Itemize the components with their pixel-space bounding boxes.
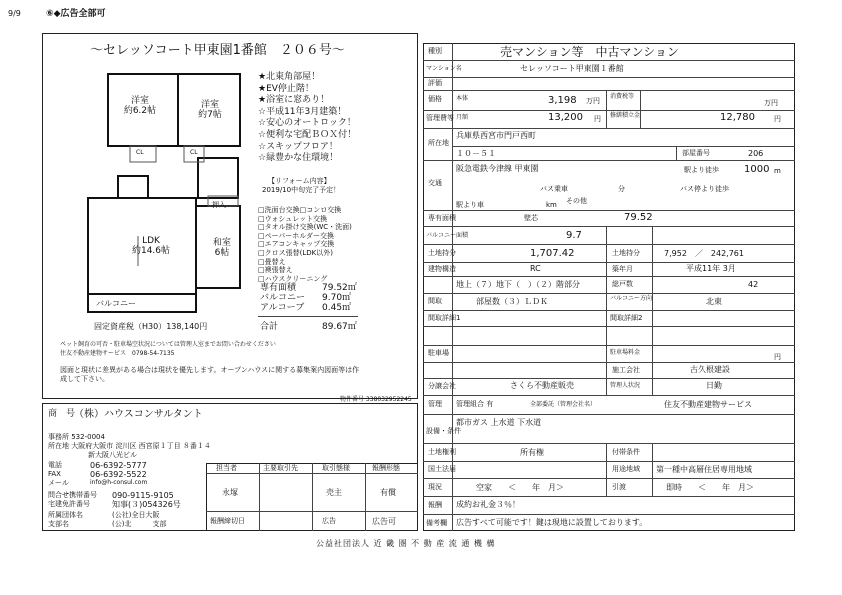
built-label: 築年月 (612, 265, 633, 273)
share-label: 土地持分 (612, 249, 640, 257)
pet-note: ペット飼育の可否・駐車場空状況については管理人室までお問い合わせください (60, 341, 276, 348)
extra-label: 付帯条件 (612, 448, 640, 456)
license-value: 知事(３)054326号 (112, 500, 181, 509)
note-label: 評価 (428, 79, 442, 87)
management-company: 住友不動産建物サービス (664, 400, 752, 409)
built-value: 平成11年 3月 (686, 264, 736, 273)
reform-item: □ウォシュレット交換 (258, 214, 328, 223)
room-closet-1: CL (136, 149, 144, 156)
feature-item: ☆スキップフロア！ (258, 141, 338, 152)
feature-item: ☆安心のオートロック！ (258, 118, 356, 129)
total-units-label: 総戸数 (612, 280, 633, 288)
room-oshiire: 押入 (212, 201, 226, 209)
area-label: アルコーブ (260, 303, 305, 313)
fee-deadline-label: 報酬締切日 (210, 517, 245, 525)
type-value: 売マンション等 中古マンション (500, 45, 679, 59)
reform-item: □エアコンキャップ交換 (258, 240, 335, 249)
fee-type: 有償 (380, 488, 396, 497)
status-label: 現況 (428, 483, 442, 491)
address-line: 事務所 532-0004 (48, 433, 105, 441)
price-sub: 本体 (456, 95, 469, 102)
fee-label: 報酬 (428, 501, 442, 509)
feature-item: ☆平成11年3月建築！ (258, 106, 347, 117)
other-label: その他 (566, 197, 587, 205)
staff-header: 取引態様 (322, 464, 350, 472)
address-line: 所在地 大阪府大阪市 淀川区 西宮原１丁目 ８番１４ (48, 442, 211, 450)
remarks-label: 備考欄 (426, 519, 447, 527)
status-value: 空家 ＜ 年 月＞ (476, 483, 564, 492)
layout-detail-2: 間取詳細2 (610, 314, 643, 322)
license-label: 宅建免許番号 (48, 500, 90, 508)
feature-item: ★浴室に窓あり！ (258, 95, 330, 106)
management-form: 全部委託（管理会社名） (530, 401, 597, 408)
type-label: 種別 (428, 47, 442, 55)
handover-value: 即時 ＜ 年 月＞ (666, 483, 754, 492)
footer-note: 図面と現状に差異がある場合は現状を優先します。オープンハウスに関する募集案内図面等は作成して下さい。 (60, 366, 360, 383)
parking-fee-label: 駐車場料金 (610, 349, 641, 356)
land-right-value: 所有権 (520, 448, 544, 457)
repair-value: 12,780 (720, 112, 755, 123)
tel-value: 06-6392-5777 (90, 461, 147, 470)
reform-item: □ペーパーホルダー交換 (258, 231, 334, 240)
mgmt-label: 管理費等 (426, 114, 454, 122)
direction-value: 北東 (706, 297, 722, 306)
mgmt-co-value: 日勤 (706, 381, 722, 390)
direction-label: バルコニー方向 (610, 295, 653, 302)
room-no-value: 206 (748, 149, 764, 158)
mobile-value: 090-9115-9105 (112, 491, 174, 500)
from-station: 駅より車 (456, 201, 484, 209)
builder-value: 古久根建設 (690, 365, 730, 374)
builder-label: 施工会社 (612, 366, 640, 374)
staff-header: 主要取引先 (263, 464, 298, 472)
staff-header: 担当者 (216, 464, 237, 472)
room-western-1: 洋室 約6.2帖 (123, 96, 157, 117)
pet-contact: 住友不動産建物サービス 0798-54-7135 (60, 350, 175, 357)
bus-min: 分 (618, 185, 625, 193)
area-label: バルコニー (260, 293, 306, 303)
exclusive-area-value: 79.52 (624, 212, 653, 223)
total-units-value: 42 (748, 280, 759, 289)
staff-header: 報酬形態 (372, 464, 400, 472)
land-label: 土地持分 (428, 249, 456, 257)
seller-value: さくら不動産販売 (510, 381, 574, 390)
reform-item: □クロス張替(LDK以外) (258, 248, 333, 257)
feature-item: ★EV停止階！ (258, 83, 314, 94)
area-value: 0.45㎡ (322, 303, 352, 313)
km-unit: km (546, 201, 557, 209)
mgmt-co-label: 管理人状況 (610, 382, 641, 389)
price-label: 価格 (428, 95, 442, 103)
balcony-area-value: 9.7 (566, 230, 582, 241)
mgmt-sub: 月額 (456, 114, 469, 121)
total-area-value: 89.67㎡ (322, 322, 357, 332)
layout-value: 部屋数（３）ＬＤＫ (476, 297, 548, 306)
reform-item: □タオル掛け交換(WC・洗面) (258, 223, 352, 232)
fax-value: 06-6392-5522 (90, 470, 147, 479)
traffic-label: 交通 (428, 179, 442, 187)
org-label: 所属団体名 (48, 511, 83, 519)
area-value: 79.52㎡ (322, 283, 357, 293)
structure-value: RC (530, 264, 541, 273)
reform-list (258, 206, 352, 283)
name-label: マンション名 (426, 65, 462, 72)
room-balcony: バルコニー (96, 299, 136, 308)
reform-item: □ハウスクリーニング (258, 274, 328, 283)
balcony-area-label: バルコニー面積 (426, 232, 469, 239)
org-value: (公社)全日大阪 (112, 511, 160, 519)
management-type: 管理組合 有 (456, 400, 494, 408)
feature-item: ☆緑豊かな住環境！ (258, 153, 339, 164)
exclusive-area-label: 専有面積 (428, 214, 456, 222)
area-label: 専有面積 (260, 283, 297, 293)
mgmt-value: 13,200 (548, 112, 583, 123)
mobile-label: 問合せ携帯番号 (48, 491, 97, 499)
price-value: 3,198 (548, 95, 577, 106)
reform-date: 2019/10中旬完了予定！ (262, 186, 341, 194)
tax-note: 固定資産税（H30）138,140円 (94, 322, 208, 331)
layout-detail-1: 間取詳細1 (428, 314, 461, 322)
document-id: 物件番号 338032952245 (340, 396, 412, 403)
mail-label: メール (48, 479, 69, 487)
reform-item: □襖張替え (258, 266, 293, 275)
reform-item: □洗面台交換□コンロ交換 (258, 206, 342, 214)
remarks-value: 広告すべて可能です！鍵は現地に設置しております。 (456, 518, 648, 527)
property-title: ～セレッソコート甲東園1番館 ２０６号～ (90, 43, 345, 58)
line-value: 阪急電鉄今津線 甲東園 (456, 164, 539, 173)
company-name: （株）ハウスコンサルタント (74, 409, 203, 420)
area-value: 9.70㎡ (322, 293, 352, 303)
bus-walk-label: バス停より徒歩 (680, 185, 729, 193)
name-value: セレッソコート甲東園１番館 (520, 64, 624, 73)
repair-label: 修繕積立金 (610, 112, 641, 119)
layout-label: 間取 (428, 297, 442, 305)
seller-label: 分譲会社 (428, 382, 456, 390)
floors-value: 地上（７）地下（ ）（２）階部分 (456, 280, 580, 289)
facility-value: 都市ガス 上水道 下水道 (456, 418, 542, 427)
address-line: 新大阪八光ビル (88, 451, 137, 459)
room-closet-2: CL (190, 149, 198, 156)
room-washitsu: 和室 6帖 (212, 238, 231, 259)
share-value: 7,952 ／ 242,761 (664, 249, 744, 258)
association-name: 公益社団法人 近 畿 圏 不 動 産 流 通 機 構 (316, 539, 496, 548)
room-western-2: 洋室 約7帖 (198, 100, 222, 121)
feature-item: ★北東角部屋！ (258, 72, 321, 82)
ad-notice: ⑥◆広告全部可 (46, 9, 106, 19)
reform-title: 【リフォーム内容】 (268, 177, 331, 185)
parking-label: 駐車場 (428, 349, 449, 357)
reform-item: □畳替え (258, 257, 286, 266)
fax-label: FAX (48, 470, 61, 478)
location-label: 所在地 (428, 139, 449, 147)
page-number: 9/9 (8, 9, 21, 18)
land-right-label: 土地権利 (428, 448, 456, 456)
total-area-label: 合計 (260, 322, 279, 332)
walk-value: 1000 (744, 164, 770, 175)
tel-label: 電話 (48, 461, 62, 469)
land-value: 1,707.42 (530, 248, 575, 259)
branch-value: (公)北 支部 (112, 520, 167, 528)
mgmt-unit: 円 (594, 115, 601, 123)
lot-value: １０－５１ (456, 149, 496, 158)
use-value: 第一種中高層住居専用地域 (656, 465, 752, 474)
walk-label: 駅より徒歩 (684, 166, 719, 174)
walk-unit: m (774, 167, 781, 175)
mail-value: info@h-consul.com (90, 479, 148, 486)
features-list (258, 72, 356, 165)
law-label: 国土法届 (428, 465, 456, 473)
use-label: 用途地域 (612, 465, 640, 473)
bus-label: バス乗車 (540, 185, 568, 193)
transaction-type: 売主 (326, 488, 342, 497)
tax-unit: 万円 (764, 99, 778, 107)
feature-item: ☆便利な宅配ＢＯＸ付！ (258, 129, 357, 140)
handover-label: 引渡 (612, 483, 626, 491)
parking-unit: 円 (774, 353, 781, 361)
facility-label: 設備・条件 (426, 427, 461, 435)
tax-label: 消費税等 (610, 93, 635, 100)
branch-label: 支部名 (48, 520, 69, 528)
company-address (48, 433, 211, 460)
exclusive-area-sub: 壁芯 (524, 214, 538, 222)
staff-person: 永塚 (222, 488, 238, 497)
ad-value: 広告可 (372, 517, 396, 526)
structure-label: 建物構造 (428, 265, 456, 273)
ad-label: 広告 (322, 517, 336, 525)
management-label: 管理 (428, 400, 442, 408)
location-value: 兵庫県西宮市門戸西町 (456, 131, 536, 140)
room-no-label: 部屋番号 (682, 149, 710, 157)
price-unit: 万円 (586, 97, 600, 105)
fee-value: 成約お礼金３％！ (456, 500, 520, 509)
room-ldk: LDK 約14.6帖 (131, 236, 171, 257)
area-summary (260, 283, 357, 313)
repair-unit: 円 (774, 115, 781, 123)
company-label: 商 号 (48, 409, 76, 419)
